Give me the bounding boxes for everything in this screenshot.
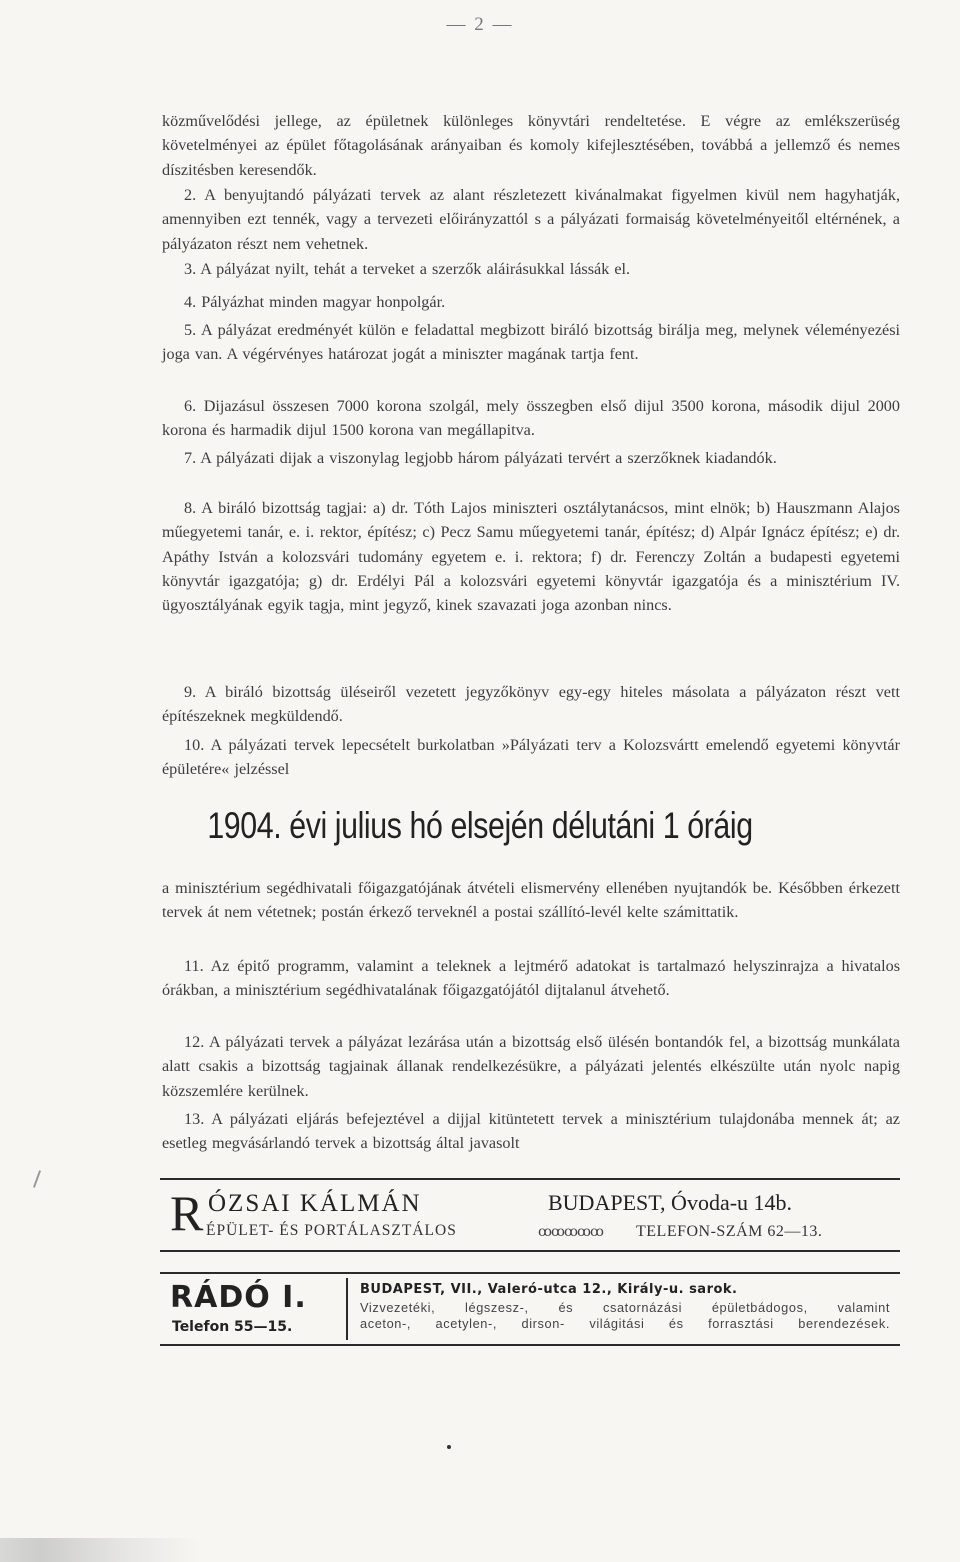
ad-rado-name: RÁDÓ I.	[170, 1280, 307, 1315]
advertisement-rozsai	[160, 1178, 900, 1252]
ad-rozsai-trade: ÉPÜLET- ÉS PORTÁLASZTÁLOS	[206, 1222, 457, 1239]
paragraph-10: 10. A pályázati tervek lepecsételt burkolatban »Pályázati terv a Kolozsvártt emelendő egyetemi könyvtár épületére« jelzéssel	[162, 736, 900, 779]
stray-mark	[33, 1170, 41, 1188]
ad-rado-desc-line-1: Vizvezetéki, légszesz-, és csatornázási épületbádogos, valamint	[360, 1300, 890, 1315]
paragraph-5: 5. A pályázat eredményét külön e feladattal megbizott biráló bizottság birálja meg, melynek véleményezési joga van. A végérvényes határozat jogát a miniszter magának tartja fent.	[162, 321, 900, 364]
paragraph-8: 8. A biráló bizottság tagjai: a) dr. Tóth Lajos miniszteri osztálytanácsos, mint elnök; b) Hauszmann Alajos műegyetemi tanár, e. i. rektor, építész; c) Pecz Samu műegyetemi tanár, építész; d) Alpár Ignácz építész; e) dr. Apáthy István a kolozsvári tudomány egyetem e. i. rektora; f) dr. Ferenczy Zoltán a budapesti egyetemi könyvtár igazgatója; g) dr. Erdélyi Pál a kolozsvári egyetemi könyvtár igazgatója és a minisztérium IV. ügyosztályának egyik tagja, mint jegyző, kinek szavazati joga azonban nincs.	[162, 499, 900, 615]
scan-edge-shadow	[0, 1538, 200, 1562]
ad-rozsai-address: BUDAPEST, Óvoda-u 14b.	[548, 1190, 793, 1215]
ad-rado-divider	[346, 1278, 348, 1340]
paragraph-11: 11. Az épitő programm, valamint a teleknek a lejtmérő adatokat is tartalmazó helyszinrajza a hivatalos órákban, a minisztérium segédhivatalának főigazgatójától dijtalanul átvehető.	[162, 957, 900, 1000]
page-number: — 2 —	[446, 14, 514, 35]
advertisement-rado	[160, 1272, 900, 1346]
ad-rado-phone: Telefon 55—15.	[172, 1319, 293, 1335]
paragraph-6: 6. Dijazásul összesen 7000 korona szolgál, mely összegben első dijul 3500 korona, második dijul 2000 korona és harmadik dijul 1500 korona van megállapitva.	[162, 397, 900, 440]
paragraph-12: 12. A pályázati tervek a pályázat lezárása után a bizottság első ülésén bontandók fel, a bizottság munkálata alatt csakis a bizottság tagjainak állanak rendelkezésükre, a pályázati jelentés elkészülte után nyolc napig közszemlére kerülnek.	[162, 1033, 900, 1100]
deadline-headline: 1904. évi julius hó elsején délutáni 1 óráig	[207, 805, 753, 846]
ad-rado-address: BUDAPEST, VII., Valeró-utca 12., Király-u. sarok.	[360, 1282, 738, 1297]
paragraph-7: 7. A pályázati dijak a viszonylag legjobb három pályázati tervért a szerzőknek kiadandók.	[184, 449, 777, 467]
ad-rado-desc-line-2: aceton-, acetylen-, dirson- világitási és forrasztási berendezések.	[360, 1316, 890, 1331]
paragraph-1-continued: közművelődési jellege, az épületnek különleges könyvtári rendeltetése. E végre az emlékszerüség követelményei az épület főtagolásának arányaiban és komoly kifejlesztésében, továbbá a jellemző és nemes díszitésben keresendők.	[162, 112, 900, 179]
ad-rozsai-phone: TELEFON-SZÁM 62—13.	[636, 1223, 823, 1240]
ad-rozsai-initial: R	[170, 1185, 204, 1241]
paragraph-2: 2. A benyujtandó pályázati tervek az alant részletezett kivánalmakat figyelmen kivül nem hagyhatják, amennyiben ezt tennék, vagy a tervezeti előirányzattól s a pályázati formaiság követelményeitől eltérnének, a pályázaton részt nem vehetnek.	[162, 186, 900, 253]
paragraph-3: 3. A pályázat nyilt, tehát a terveket a szerzők aláirásukkal lássák el.	[184, 260, 631, 278]
paragraph-9: 9. A biráló bizottság üléseiről vezetett jegyzőkönyv egy-egy hiteles másolata a pályázaton részt vett építészeknek megküldendő.	[162, 683, 900, 726]
paragraph-13: 13. A pályázati eljárás befejeztével a dijjal kitüntetett tervek a minisztérium tulajdonába mennek át; az esetleg megvásárlandó tervek a bizottság által javasolt	[162, 1110, 900, 1153]
stray-dot	[447, 1445, 451, 1449]
paragraph-10-continued: a minisztérium segédhivatali főigazgatójának átvételi elismervény ellenében nyujtandók be. Későbben érkezett tervek át nem vétetnek; postán érkező terveknél a postai szállító-levél kelte számittatik.	[162, 879, 900, 922]
paragraph-4: 4. Pályázhat minden magyar honpolgár.	[184, 293, 446, 311]
ornament-icon: ꚙꚙꚙꚙꚙ	[538, 1225, 603, 1240]
ad-rozsai-name: ÓZSAI KÁLMÁN	[208, 1190, 422, 1217]
